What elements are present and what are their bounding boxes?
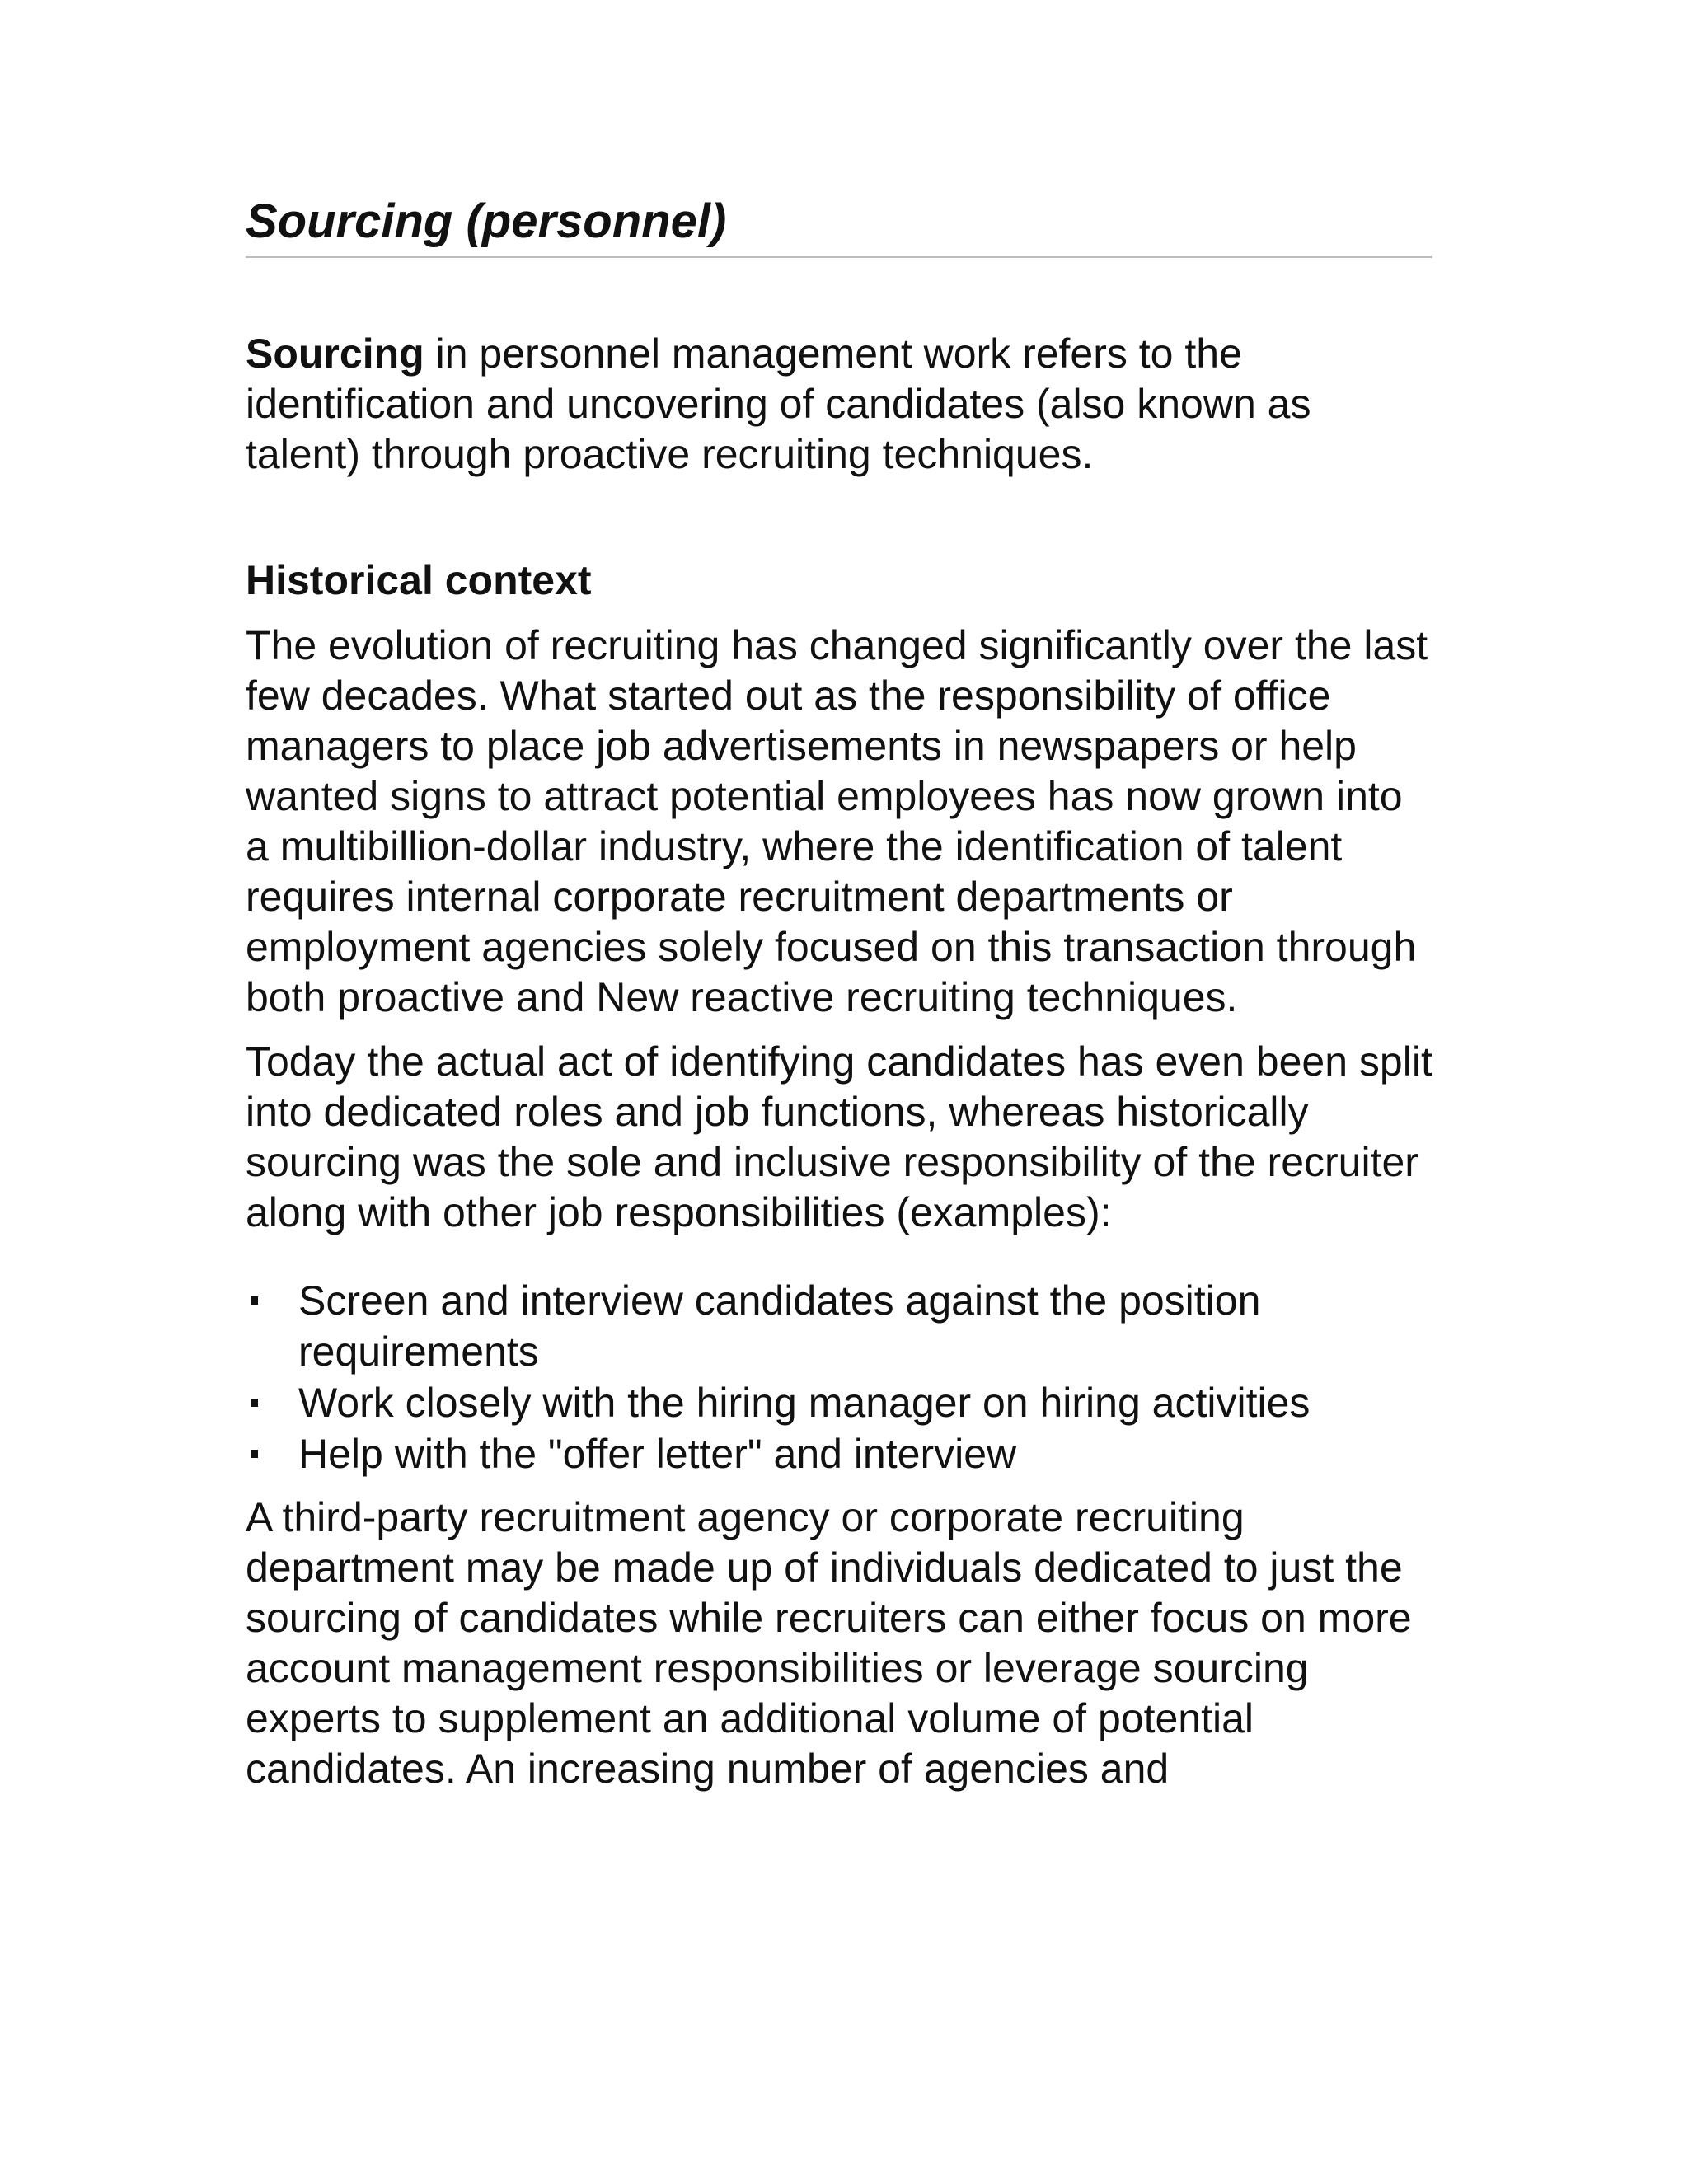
document-page: [246, 194, 1432, 1808]
list-item: [246, 1377, 1432, 1428]
intro-text: in personnel management work refers to the identification and uncovering of candidates (also known as talent) through proactive recruiting techniques.: [246, 330, 1311, 477]
body-paragraph-2: Today the actual act of identifying candidates has even been split into dedicated roles and job functions, whereas historically sourcing was the sole and inclusive responsibility of the recruiter along with other job responsibilities (examples):: [246, 1038, 1432, 1235]
page-title: Sourcing (personnel): [246, 194, 1432, 258]
square-bullet-icon: [251, 1450, 258, 1458]
list-item: [246, 1275, 1432, 1377]
body-paragraph-1: The evolution of recruiting has changed significantly over the last few decades. What started out as the responsibility of office managers to place job advertisements in newspapers or help wanted signs to attract potential employees has now grown into a multibillion-dollar industry, where the identification of talent requires internal corporate recruitment departments or employment agencies solely focused on this transaction through both proactive and New reactive recruiting techniques.: [246, 622, 1428, 1020]
intro-term: Sourcing: [246, 330, 424, 377]
list-item-text: Screen and interview candidates against the position requirements: [298, 1277, 1261, 1375]
intro-paragraph: [246, 329, 1432, 480]
square-bullet-icon: [251, 1296, 258, 1305]
section-heading: Historical context: [246, 557, 592, 603]
list-item-text: Help with the "offer letter" and interview: [298, 1431, 1017, 1477]
square-bullet-icon: [251, 1399, 258, 1407]
bullet-list: [246, 1275, 1432, 1479]
list-item-text: Work closely with the hiring manager on hiring activities: [298, 1380, 1311, 1426]
body-paragraph-3: A third-party recruitment agency or corporate recruiting department may be made up of individuals dedicated to just the sourcing of candidates while recruiters can either focus on more account management responsibilities or leverage sourcing experts to supplement an additional volume of potential candidates. An increasing number of agencies and: [246, 1494, 1412, 1792]
list-item: [246, 1428, 1432, 1479]
